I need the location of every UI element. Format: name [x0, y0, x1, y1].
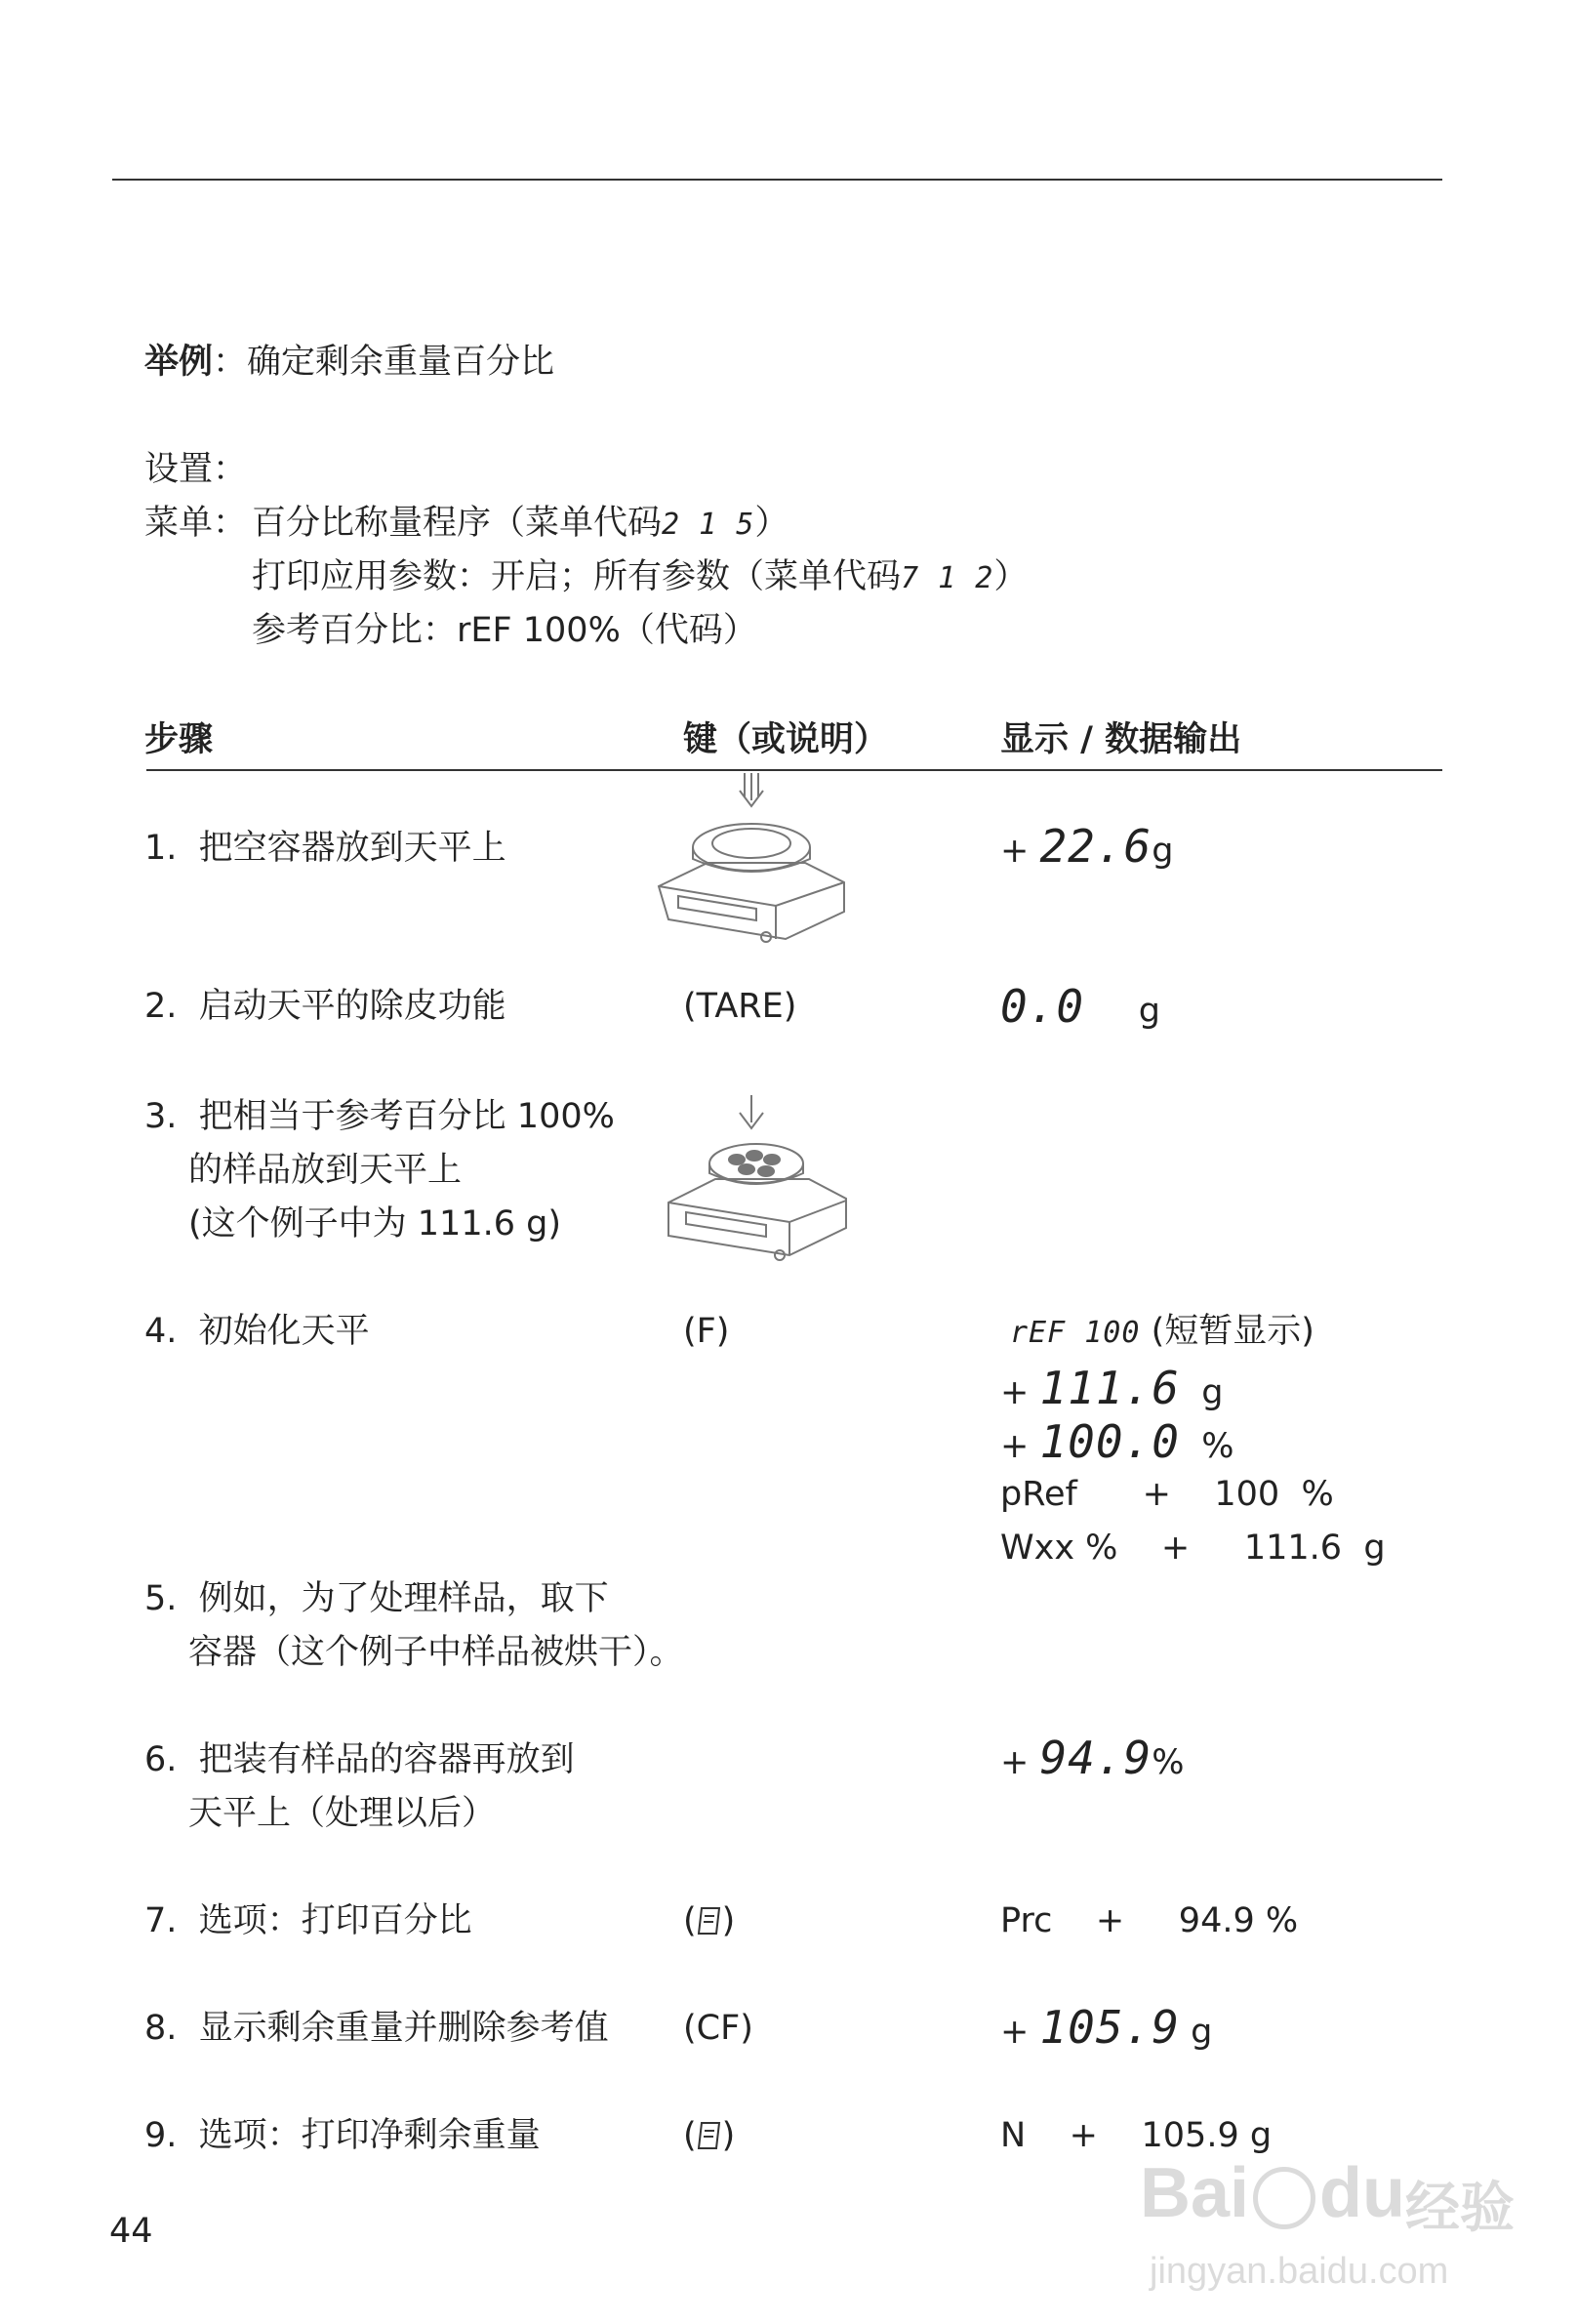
watermark-url: jingyan.baidu.com — [1150, 2251, 1449, 2292]
step-9: 9. 选项：打印净剩余重量 — [144, 2116, 541, 2155]
balance-sample-icon — [659, 1093, 854, 1269]
step-5-line-1: 5. 例如，为了处理样品，取下 — [144, 1579, 609, 1618]
seg-display-94-9: 94.9 — [1039, 1732, 1152, 1784]
watermark-cn: 经验 — [1405, 2177, 1515, 2238]
display-1: + 22.6g — [1000, 820, 1174, 873]
settings-line-2: 打印应用参数：开启；所有参数（菜单代码7 1 2） — [252, 557, 1029, 596]
step-3-line-2: 的样品放到天平上 — [188, 1151, 463, 1190]
key-tare: (TARE) — [683, 987, 797, 1026]
settings-line-3: 参考百分比：rEF 100%（代码） — [252, 611, 757, 650]
key-print-7: ( ) — [683, 1901, 736, 1940]
step-3-line-3: (这个例子中为 111.6 g) — [188, 1204, 561, 1244]
menu-label: 菜单： — [144, 504, 248, 543]
step-7: 7. 选项：打印百分比 — [144, 1901, 472, 1940]
page-number: 44 — [109, 2212, 153, 2251]
step-4: 4. 初始化天平 — [144, 1312, 370, 1351]
seg-display-0-0: 0.0 — [1000, 980, 1085, 1033]
display-4-line-3: + 100.0 % — [1000, 1415, 1234, 1468]
seg-display-22-6: 22.6 — [1039, 820, 1152, 873]
paw-icon — [1253, 2167, 1315, 2229]
baidu-watermark — [1140, 2124, 1550, 2309]
settings-line-1: 百分比称量程序（菜单代码2 1 5） — [252, 504, 789, 543]
display-4-line-2: + 111.6 g — [1000, 1362, 1224, 1414]
seg-display-111-6: 111.6 — [1039, 1362, 1180, 1414]
seg-display-100-0: 100.0 — [1039, 1415, 1180, 1468]
step-5-line-2: 容器（这个例子中样品被烘干）。 — [188, 1633, 684, 1672]
header-display: 显示 / 数据输出 — [1000, 720, 1242, 759]
print-key-icon — [697, 2119, 722, 2152]
seg-display-ref-100: rEF 100 — [1010, 1316, 1141, 1350]
header-step: 步骤 — [144, 720, 214, 759]
header-key: 键（或说明） — [683, 720, 889, 759]
step-6-line-2: 天平上（处理以后） — [188, 1794, 497, 1833]
key-cf: (CF) — [683, 2009, 753, 2048]
step-2: 2. 启动天平的除皮功能 — [144, 987, 506, 1026]
key-f: (F) — [683, 1312, 730, 1351]
step-1: 1. 把空容器放到天平上 — [144, 829, 506, 868]
display-4-line-1: rEF 100 (短暂显示) — [1010, 1312, 1314, 1351]
balance-empty-icon — [649, 771, 854, 947]
display-4-line-4: pRef + 100 % — [1000, 1475, 1334, 1514]
settings-heading: 设置： — [144, 450, 248, 489]
display-8: + 105.9 g — [1000, 2001, 1213, 2054]
step-3-line-1: 3. 把相当于参考百分比 100% — [144, 1097, 615, 1136]
key-print-9: ( ) — [683, 2116, 736, 2155]
menu-code-2: 7 1 2 — [901, 561, 994, 595]
example-title: ：确定剩余重量百分比 — [213, 343, 555, 382]
display-4-line-5: Wxx % + 111.6 g — [1000, 1529, 1386, 1568]
display-2: 0.0 g — [1000, 980, 1160, 1033]
watermark-brand: Bai du — [1140, 2154, 1406, 2232]
seg-display-105-9: 105.9 — [1039, 2001, 1180, 2054]
step-6-line-1: 6. 把装有样品的容器再放到 — [144, 1740, 575, 1779]
print-key-icon — [697, 1904, 722, 1937]
step-8: 8. 显示剩余重量并删除参考值 — [144, 2009, 609, 2048]
display-7: Prc + 94.9 % — [1000, 1901, 1299, 1940]
display-6: + 94.9% — [1000, 1732, 1185, 1784]
menu-code-1: 2 1 5 — [662, 508, 755, 542]
display-9: N + 105.9 g — [1000, 2116, 1273, 2155]
example-heading — [144, 342, 554, 383]
top-rule — [112, 179, 1442, 181]
example-label: 举例 — [144, 343, 214, 382]
